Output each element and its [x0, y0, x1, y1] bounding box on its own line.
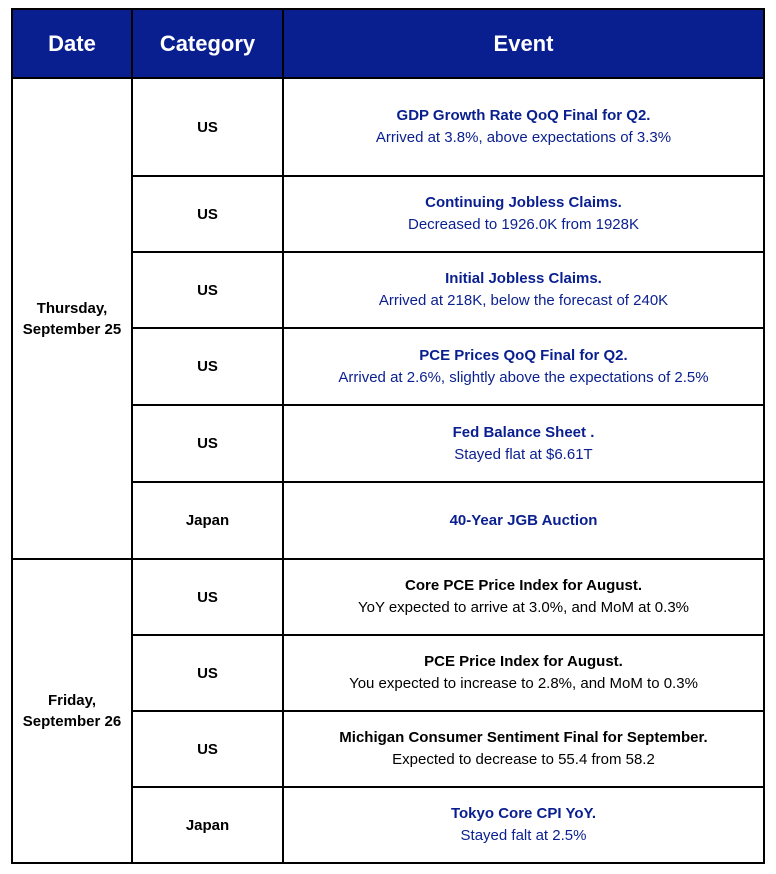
event-description: Arrived at 2.6%, slightly above the expectations of 2.5%: [338, 368, 709, 386]
event-title: Michigan Consumer Sentiment Final for September.: [339, 729, 708, 746]
event-title: Initial Jobless Claims.: [445, 270, 602, 287]
event-description: Expected to decrease to 55.4 from 58.2: [392, 751, 655, 768]
event-title: Core PCE Price Index for August.: [405, 577, 642, 594]
event-description: Stayed falt at 2.5%: [460, 827, 587, 844]
event-description: You expected to increase to 2.8%, and MoM to 0.3%: [349, 675, 698, 692]
category-cell: US: [132, 405, 283, 482]
category-column-header: Category: [132, 9, 283, 78]
event-cell: [283, 711, 764, 787]
event-cell: [283, 559, 764, 635]
category-cell: Japan: [132, 482, 283, 559]
event-title: GDP Growth Rate QoQ Final for Q2.: [396, 107, 651, 124]
event-description: Arrived at 3.8%, above expectations of 3.3%: [375, 129, 672, 146]
category-cell: US: [132, 252, 283, 328]
event-description: Stayed flat at $6.61T: [454, 445, 593, 463]
category-cell: US: [132, 78, 283, 176]
event-title: PCE Prices QoQ Final for Q2.: [419, 346, 628, 364]
event-title: Tokyo Core CPI YoY.: [450, 805, 597, 822]
event-column-header: Event: [283, 9, 764, 78]
event-cell: [283, 482, 764, 559]
event-cell: [283, 405, 764, 482]
event-title: 40-Year JGB Auction: [449, 511, 598, 529]
category-cell: US: [132, 711, 283, 787]
table-row: [12, 78, 764, 176]
category-cell: US: [132, 635, 283, 711]
event-cell: [283, 787, 764, 863]
category-cell: Japan: [132, 787, 283, 863]
event-cell: [283, 328, 764, 405]
category-cell: US: [132, 176, 283, 252]
header-row: [12, 9, 764, 78]
event-cell: [283, 635, 764, 711]
event-cell: [283, 252, 764, 328]
category-cell: US: [132, 328, 283, 405]
category-cell: US: [132, 559, 283, 635]
event-description: Arrived at 218K, below the forecast of 240K: [378, 292, 669, 309]
event-description: Decreased to 1926.0K from 1928K: [408, 216, 639, 233]
event-title: PCE Price Index for August.: [424, 653, 623, 670]
event-cell: [283, 176, 764, 252]
date-cell-thursday: Thursday, September 25: [12, 78, 132, 559]
date-column-header: Date: [12, 9, 132, 78]
table-row: [12, 559, 764, 635]
event-cell: [283, 78, 764, 176]
event-description: YoY expected to arrive at 3.0%, and MoM at 0.3%: [357, 599, 690, 616]
date-cell-friday: Friday, September 26: [12, 559, 132, 863]
event-title: Fed Balance Sheet .: [452, 423, 595, 441]
economic-calendar-table: [11, 8, 765, 864]
event-title: Continuing Jobless Claims.: [425, 194, 622, 211]
